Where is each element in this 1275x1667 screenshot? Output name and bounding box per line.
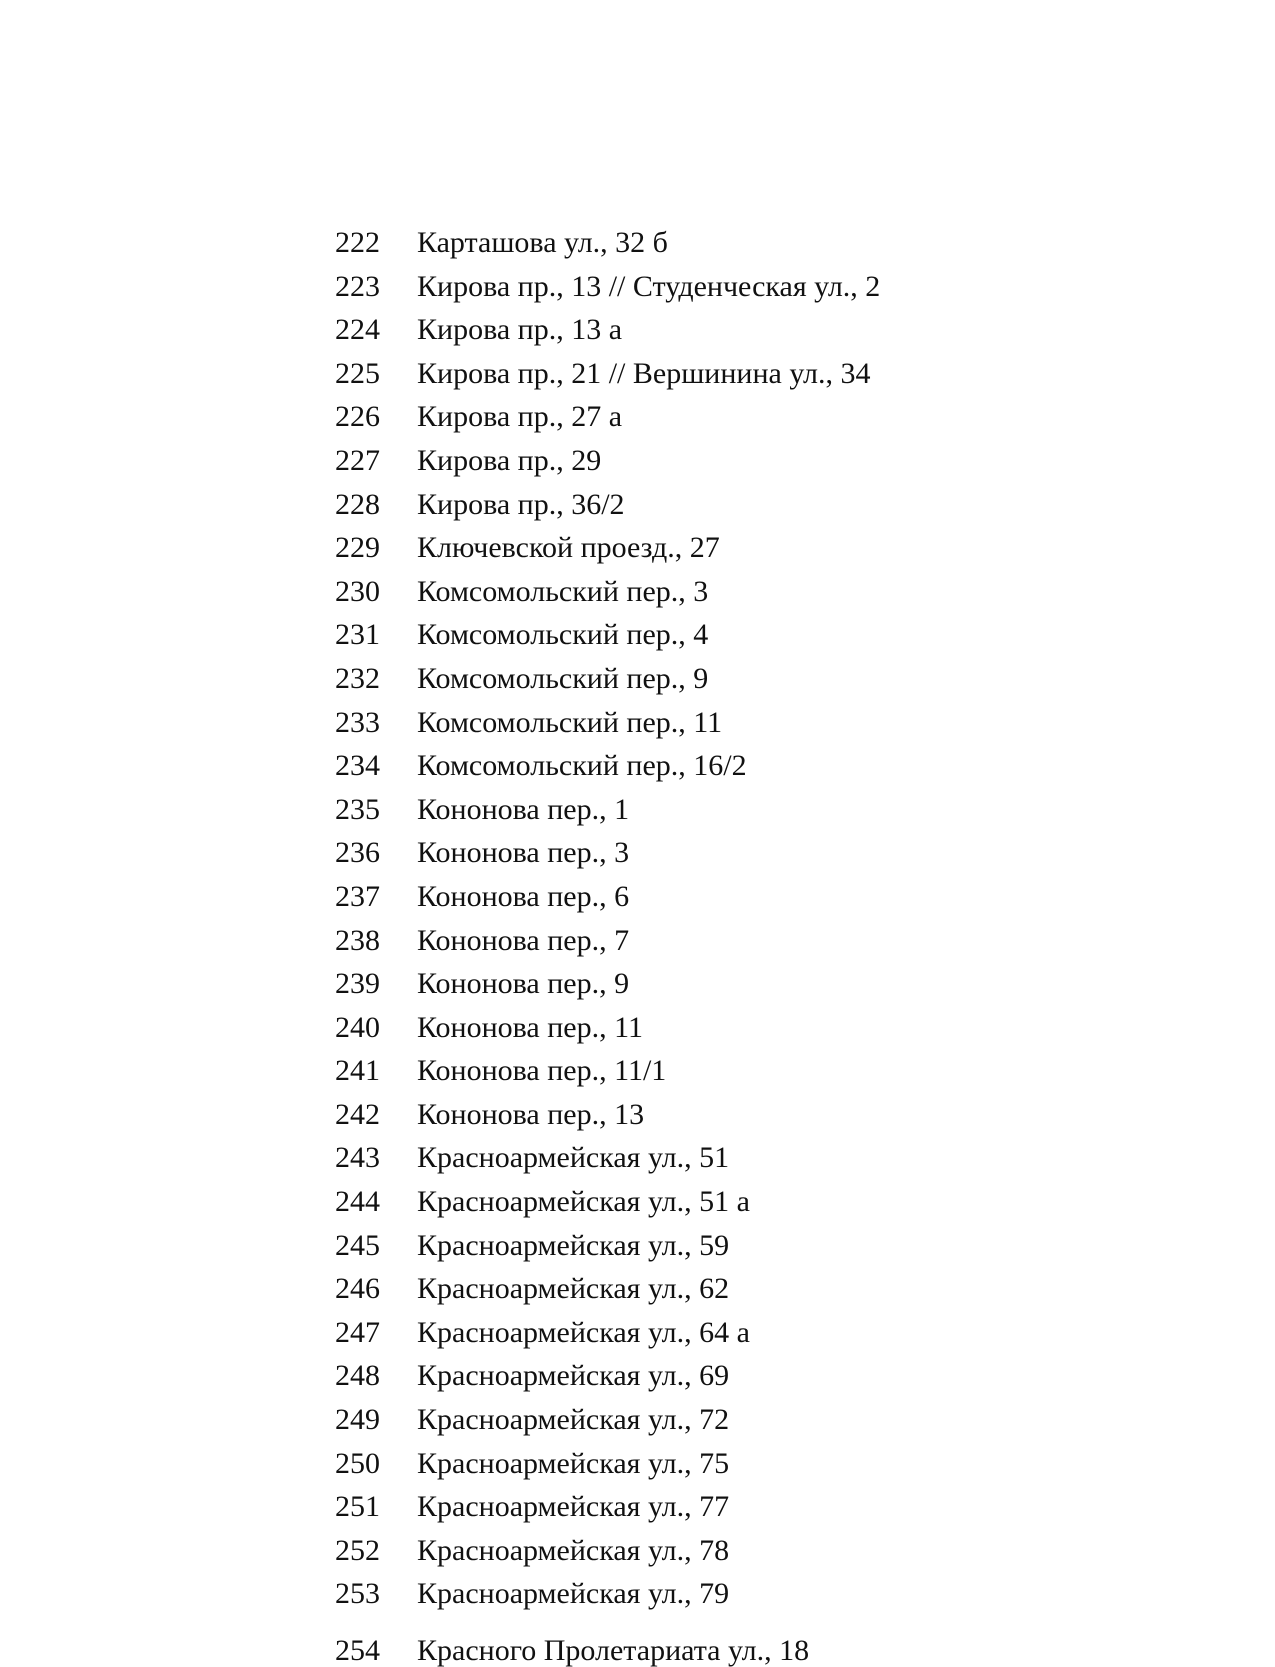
row-number: 241 xyxy=(335,1054,380,1088)
row-address: Комсомольский пер., 3 xyxy=(417,574,709,608)
address-row-cut-off xyxy=(335,1636,809,1666)
address-row xyxy=(335,751,880,795)
row-number: 253 xyxy=(335,1577,380,1611)
row-number: 224 xyxy=(335,313,380,347)
row-address: Красноармейская ул., 62 xyxy=(417,1272,730,1306)
row-number: 236 xyxy=(335,836,380,870)
row-number: 222 xyxy=(335,226,380,259)
row-address: Кирова пр., 27 а xyxy=(417,400,623,434)
address-row xyxy=(335,269,881,316)
address-row xyxy=(335,1533,880,1580)
row-number: 231 xyxy=(335,618,380,652)
row-address: Красноармейская ул., 77 xyxy=(417,1490,730,1524)
address-row xyxy=(335,1010,880,1057)
address-row xyxy=(335,356,880,403)
row-address: Комсомольский пер., 9 xyxy=(417,661,709,695)
row-address: Ключевской проезд., 27 xyxy=(417,531,720,565)
row-address: Кононова пер., 7 xyxy=(417,923,630,957)
row-number: 240 xyxy=(335,1010,380,1044)
row-number: 246 xyxy=(335,1272,380,1306)
address-row xyxy=(335,315,880,359)
row-address: Красноармейская ул., 51 xyxy=(417,1141,730,1175)
address-row xyxy=(335,661,880,708)
address-list xyxy=(335,228,880,1623)
row-address: Кирова пр., 36/2 xyxy=(417,487,625,521)
address-row xyxy=(335,1097,880,1144)
row-number: 254 xyxy=(335,1634,380,1667)
address-row xyxy=(335,1187,880,1231)
row-number: 229 xyxy=(335,531,380,565)
row-address: Кононова пер., 9 xyxy=(417,967,630,1001)
row-address: Комсомольский пер., 16/2 xyxy=(417,749,747,783)
row-address: Красного Пролетариата ул., 18 xyxy=(417,1634,810,1667)
row-number: 228 xyxy=(335,487,380,521)
row-number: 242 xyxy=(335,1097,380,1131)
row-number: 243 xyxy=(335,1141,380,1175)
address-row xyxy=(335,1492,880,1536)
address-row xyxy=(335,1579,880,1623)
row-address: Красноармейская ул., 75 xyxy=(417,1446,730,1480)
row-number: 234 xyxy=(335,749,380,783)
row-number: 247 xyxy=(335,1315,380,1349)
row-address: Кононова пер., 6 xyxy=(417,879,630,913)
address-row xyxy=(335,620,880,664)
address-row xyxy=(335,792,880,839)
address-row xyxy=(335,1405,880,1449)
row-address: Комсомольский пер., 4 xyxy=(417,618,709,652)
row-address: Кирова пр., 29 xyxy=(417,443,602,477)
address-row xyxy=(335,1315,880,1362)
row-address: Красноармейская ул., 64 а xyxy=(417,1315,750,1349)
row-address: Кононова пер., 11/1 xyxy=(417,1054,667,1088)
row-address: Кирова пр., 13 // Студенческая ул., 2 xyxy=(417,269,881,303)
address-row xyxy=(335,228,880,272)
row-number: 251 xyxy=(335,1490,380,1524)
row-number: 252 xyxy=(335,1533,380,1567)
row-number: 232 xyxy=(335,661,380,695)
row-address: Карташова ул., 32 б xyxy=(417,226,668,259)
row-address: Красноармейская ул., 69 xyxy=(417,1359,730,1393)
row-address: Кононова пер., 3 xyxy=(417,836,630,870)
row-number: 238 xyxy=(335,923,380,957)
row-address: Красноармейская ул., 79 xyxy=(417,1577,730,1611)
row-number: 223 xyxy=(335,269,380,303)
row-number: 250 xyxy=(335,1446,380,1480)
row-address: Комсомольский пер., 11 xyxy=(417,705,723,739)
address-row xyxy=(335,443,880,490)
row-address: Красноармейская ул., 72 xyxy=(417,1403,730,1437)
row-number: 233 xyxy=(335,705,380,739)
address-row xyxy=(335,838,880,882)
address-row xyxy=(335,533,880,577)
row-number: 227 xyxy=(335,443,380,477)
row-number: 230 xyxy=(335,574,380,608)
address-row xyxy=(335,1446,880,1493)
row-number: 249 xyxy=(335,1403,380,1437)
address-row xyxy=(335,705,880,752)
address-row xyxy=(335,1361,880,1405)
row-number: 235 xyxy=(335,792,380,826)
address-row xyxy=(335,969,880,1013)
row-number: 245 xyxy=(335,1228,380,1262)
address-row xyxy=(335,1143,880,1187)
address-row xyxy=(335,923,880,970)
row-number: 237 xyxy=(335,879,380,913)
row-address: Красноармейская ул., 59 xyxy=(417,1228,730,1262)
address-row xyxy=(335,879,880,926)
address-row xyxy=(335,487,880,534)
address-row xyxy=(335,1274,880,1318)
address-row xyxy=(335,1228,880,1275)
row-number: 244 xyxy=(335,1185,380,1219)
address-row xyxy=(335,574,880,621)
row-address: Красноармейская ул., 78 xyxy=(417,1533,730,1567)
row-number: 248 xyxy=(335,1359,380,1393)
row-address: Кононова пер., 13 xyxy=(417,1097,645,1131)
row-number: 226 xyxy=(335,400,380,434)
row-address: Кононова пер., 1 xyxy=(417,792,630,826)
row-number: 225 xyxy=(335,356,380,390)
row-address: Кирова пр., 13 а xyxy=(417,313,623,347)
row-address: Кононова пер., 11 xyxy=(417,1010,643,1044)
row-address: Кирова пр., 21 // Вершинина ул., 34 xyxy=(417,356,871,390)
row-address: Красноармейская ул., 51 а xyxy=(417,1185,750,1219)
address-row xyxy=(335,1056,880,1100)
address-row xyxy=(335,402,880,446)
row-number: 239 xyxy=(335,967,380,1001)
